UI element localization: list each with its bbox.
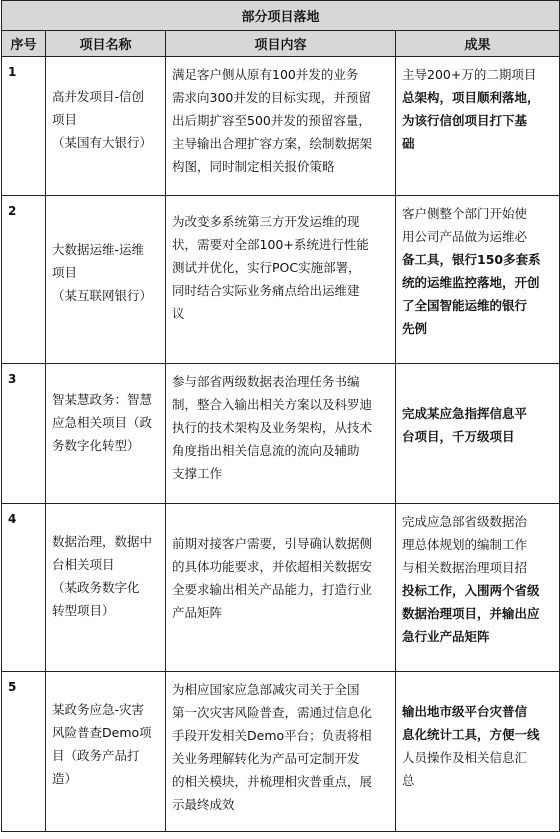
table-row <box>2 504 560 672</box>
content-line: 手段开发相关Demo平台；负责将相 <box>172 728 372 743</box>
row-name-cell <box>46 57 166 196</box>
result-line: 息化统计工具，方便一线 <box>402 727 540 742</box>
row-name-cell <box>46 196 166 364</box>
row-number: 4 <box>8 512 17 526</box>
name-line: 项目 <box>52 112 78 127</box>
result-line: 投标工作，入围两个省级 <box>402 583 540 598</box>
name-line: 台相关项目 <box>52 557 115 572</box>
name-line: 应急相关项目（政 <box>52 415 153 430</box>
result-line: 完成某应急指挥信息平 <box>402 406 528 421</box>
name-line: 数据治理，数据中 <box>52 534 153 549</box>
row-content-cell <box>166 57 396 196</box>
content-line: 议 <box>172 306 185 321</box>
row-name-cell <box>46 504 166 672</box>
row-content-cell <box>166 364 396 504</box>
result-line: 总 <box>402 773 415 788</box>
name-line: 风险普查Demo项 <box>52 725 152 740</box>
content-line: 的相关模块，并梳理相灾普重点，展 <box>172 774 373 789</box>
header-row <box>2 31 560 57</box>
table-row <box>2 672 560 832</box>
result-line: 人员操作及相关信息汇 <box>402 750 528 765</box>
result-line: 了全国智能运维的银行 <box>402 298 528 313</box>
content-line: 执行的技术架构及业务架构，从技术 <box>172 420 373 435</box>
name-line: 转型项目） <box>52 603 115 618</box>
title-row <box>2 1 560 31</box>
name-line: 智某慧政务：智慧 <box>52 392 153 407</box>
result-line: 客户侧整个部门开始使 <box>402 206 528 221</box>
row-content-cell <box>166 196 396 364</box>
name-line: 某政务应急-灾害 <box>52 702 145 717</box>
content-line: 出后期扩容至500并发的预留容量， <box>172 113 371 128</box>
content-line: 参与部省两级数据表治理任务书编 <box>172 374 360 389</box>
content-line: 的具体功能要求，并依超相关数据安 <box>172 559 373 574</box>
content-line: 需求向300并发的目标实现，并预留 <box>172 90 371 105</box>
result-line: 急行业产品矩阵 <box>402 629 490 644</box>
content-line: 关业务理解转化为产品可定制开发 <box>172 751 360 766</box>
content-line: 同时结合实际业务痛点给出运维建 <box>172 283 360 298</box>
name-line: 目（政务产品打 <box>52 748 140 763</box>
content-line: 制，整合入输出相关方案以及科罗迪 <box>172 397 373 412</box>
row-no-cell <box>2 196 46 364</box>
row-result-cell <box>396 504 560 672</box>
row-name-cell <box>46 364 166 504</box>
result-line: 础 <box>402 136 415 151</box>
name-line: （某互联网银行） <box>52 288 153 303</box>
name-line: 项目 <box>52 265 78 280</box>
row-content-cell <box>166 672 396 832</box>
content-line: 产品矩阵 <box>172 605 223 620</box>
row-result-cell <box>396 57 560 196</box>
result-line: 总架构，项目顺利落地， <box>402 90 540 105</box>
content-line: 支撑工作 <box>172 466 223 481</box>
name-line: 大数据运维-运维 <box>52 242 145 257</box>
content-line: 示最终成效 <box>172 797 235 812</box>
row-number: 1 <box>8 65 17 79</box>
header-result: 成果 <box>396 31 560 57</box>
result-line: 先例 <box>402 321 428 336</box>
name-line: 务数字化转型） <box>52 438 140 453</box>
table-row <box>2 196 560 364</box>
name-line: 造） <box>52 771 78 786</box>
row-name-cell <box>46 672 166 832</box>
result-line: 统的运维监控落地，开创 <box>402 275 540 290</box>
project-sheet <box>1 0 559 832</box>
row-number: 2 <box>8 204 17 218</box>
row-number: 3 <box>8 372 17 386</box>
row-result-cell <box>396 364 560 504</box>
row-result-cell <box>396 196 560 364</box>
result-line: 备工具，银行150多套系 <box>402 252 541 267</box>
content-line: 为改变多系统第三方开发运维的现 <box>172 214 360 229</box>
result-line: 数据治理项目，并输出应 <box>402 606 540 621</box>
content-line: 全要求输出相关产品能力，打造行业 <box>172 582 373 597</box>
result-line: 理总体规划的编制工作 <box>402 537 528 552</box>
row-no-cell <box>2 364 46 504</box>
content-line: 前期对接客户需要，引导确认数据侧 <box>172 536 373 551</box>
table-row <box>2 57 560 196</box>
content-line: 第一次灾害风险普查，需通过信息化 <box>172 705 373 720</box>
row-no-cell <box>2 504 46 672</box>
name-line: 高并发项目-信创 <box>52 89 145 104</box>
row-content-cell <box>166 504 396 672</box>
result-line: 主导200+万的二期项目 <box>402 67 537 82</box>
content-line: 构图，同时制定相关报价策略 <box>172 159 335 174</box>
row-no-cell <box>2 672 46 832</box>
content-line: 角度指出相关信息流的流向及辅助 <box>172 443 360 458</box>
row-no-cell <box>2 57 46 196</box>
result-line: 完成应急部省级数据治 <box>402 514 528 529</box>
project-table <box>1 0 560 832</box>
content-line: 状，需要对全部100+系统进行性能 <box>172 237 369 252</box>
content-line: 满足客户侧从原有100并发的业务 <box>172 67 359 82</box>
name-line: （某国有大银行） <box>52 135 153 150</box>
content-line: 测试并优化，实行POC实施部署， <box>172 260 361 275</box>
result-line: 用公司产品做为运维必 <box>402 229 528 244</box>
header-content: 项目内容 <box>166 31 396 57</box>
header-name: 项目名称 <box>46 31 166 57</box>
header-no: 序号 <box>2 31 46 57</box>
name-line: （某政务数字化 <box>52 580 140 595</box>
table-row <box>2 364 560 504</box>
result-line: 与相关数据治理项目招 <box>402 560 528 575</box>
content-line: 为相应国家应急部减灾司关于全国 <box>172 682 360 697</box>
table-title: 部分项目落地 <box>2 1 560 31</box>
result-line: 台项目，千万级项目 <box>402 429 515 444</box>
content-line: 主导输出合理扩容方案，绘制数据架 <box>172 136 373 151</box>
result-line: 输出地市级平台灾普信 <box>402 704 528 719</box>
row-result-cell <box>396 672 560 832</box>
row-number: 5 <box>8 680 17 694</box>
result-line: 为该行信创项目打下基 <box>402 113 528 128</box>
